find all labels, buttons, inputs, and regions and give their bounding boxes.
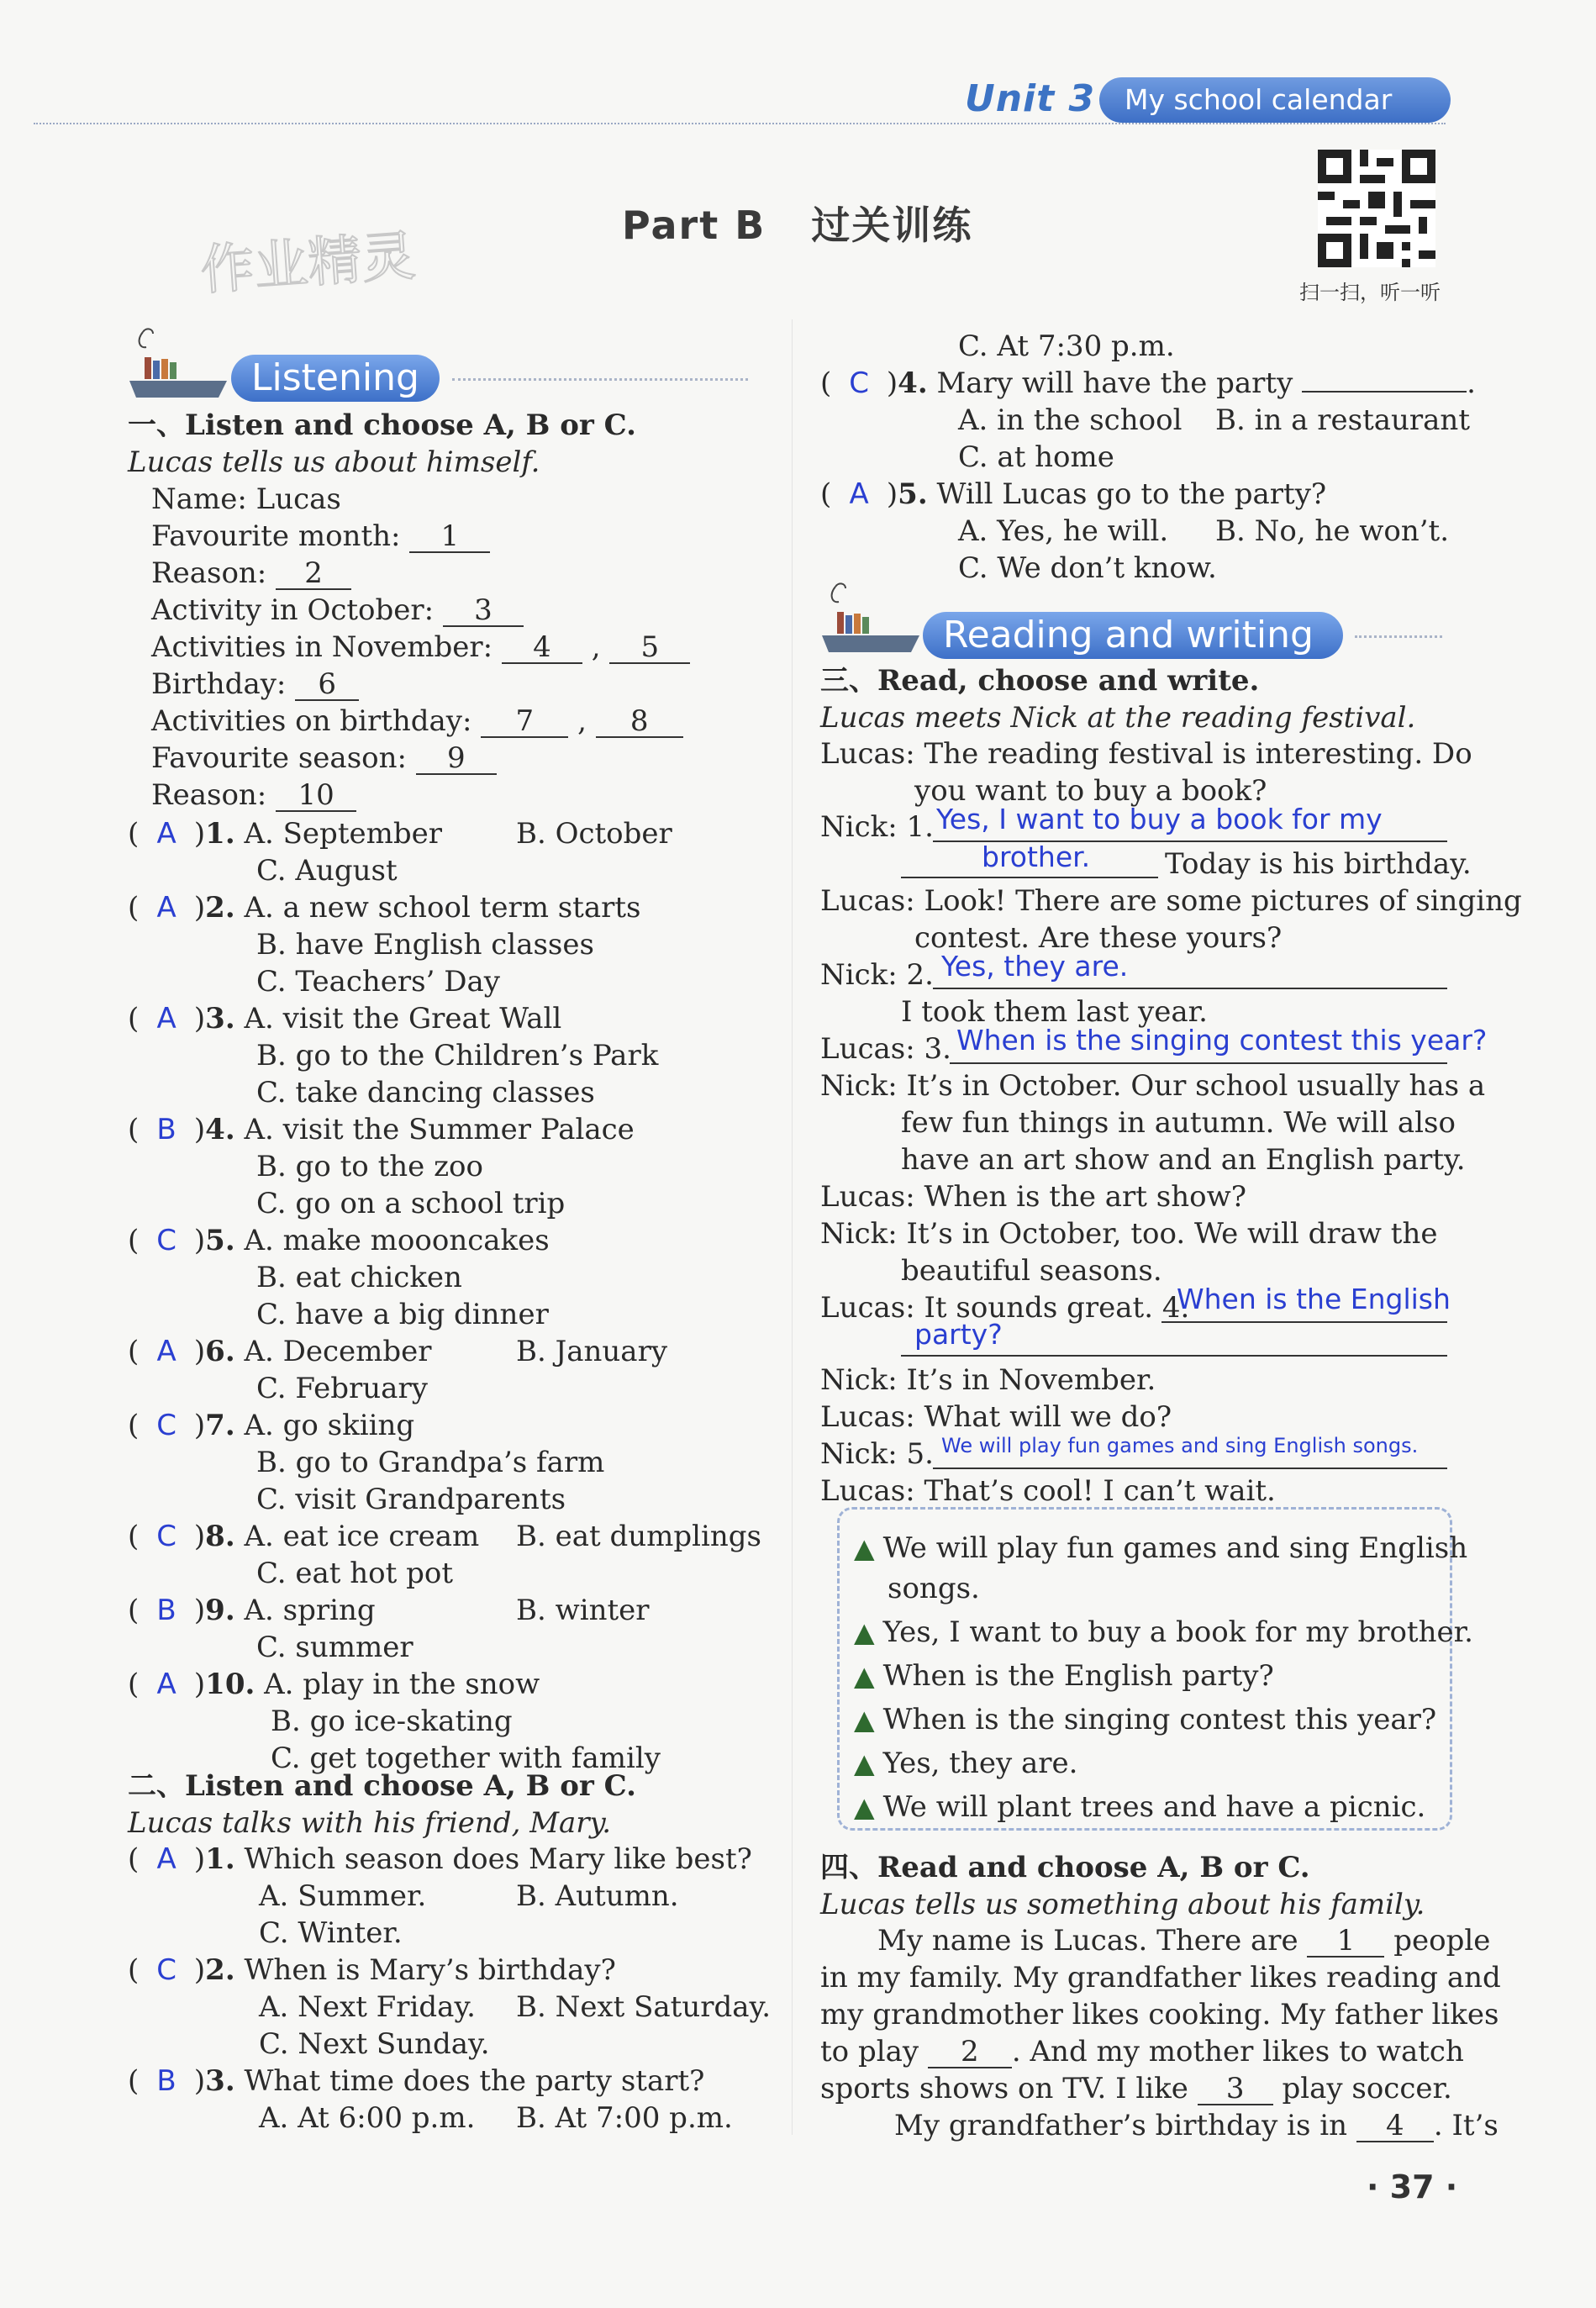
tree-icon: ▲ xyxy=(854,1616,875,1648)
option-c: C. At 7:30 p.m. xyxy=(958,329,1175,363)
option-text: We will plant trees and have a picnic. xyxy=(882,1790,1426,1824)
question-number: 2. xyxy=(205,891,235,925)
option-b: B. October xyxy=(516,817,672,851)
blank-3[interactable]: 3 xyxy=(1198,2074,1273,2105)
option-a: A. December xyxy=(244,1335,432,1368)
form-blank[interactable]: 4 xyxy=(502,632,582,664)
answer-choice[interactable]: A xyxy=(156,817,176,851)
option-item xyxy=(854,1614,1473,1651)
answer-choice[interactable]: B xyxy=(156,1113,176,1146)
option-text: Yes, they are. xyxy=(882,1747,1078,1780)
handwritten-answer-1b: brother. xyxy=(982,840,1091,873)
option-a: A. September xyxy=(244,817,442,851)
watermark: 作业精灵 xyxy=(198,225,418,303)
question-number: 4. xyxy=(205,1113,235,1146)
option-item xyxy=(854,1657,1274,1694)
option-a: A. Yes, he will. xyxy=(958,514,1169,548)
form-label: Birthday: xyxy=(151,667,287,701)
option-a: A. At 6:00 p.m. xyxy=(259,2101,476,2135)
passage-line: my grandmother likes cooking. My father likes xyxy=(820,1998,1499,2031)
passage-text: My name is Lucas. There are xyxy=(877,1924,1298,1958)
dialogue-line: Lucas: 3. xyxy=(820,1032,951,1066)
reading-tray-icon xyxy=(820,578,923,658)
page-number: · 37 · xyxy=(1367,2168,1458,2205)
passage-line xyxy=(877,1922,1490,1959)
header-rule xyxy=(34,123,1446,124)
option-a: A. a new school term starts xyxy=(244,891,641,925)
dialogue-line: Lucas: Look! There are some pictures of singing xyxy=(820,884,1522,918)
dialogue-line: Lucas: It sounds great. 4. xyxy=(820,1291,1190,1325)
tree-icon: ▲ xyxy=(854,1791,875,1823)
question-row: ( C )2. When is Mary’s birthday? xyxy=(128,1953,616,1987)
listening-badge: Listening xyxy=(231,355,440,402)
option-c: C. August xyxy=(256,854,398,888)
option-b: B. Next Saturday. xyxy=(516,1990,772,2024)
option-b: B. At 7:00 p.m. xyxy=(516,2101,733,2135)
form-row xyxy=(151,777,356,814)
dialogue-line: Nick: 1. xyxy=(820,810,934,844)
answer-blank-2 xyxy=(933,988,1447,989)
form-row: Activities in November: 4 , 5 xyxy=(151,629,690,666)
option-b: B. winter xyxy=(516,1594,650,1627)
option-b: B. go to the zoo xyxy=(256,1150,483,1183)
option-item xyxy=(854,1789,1425,1826)
passage-text: . It’s xyxy=(1433,2109,1499,2142)
question-row: ( A )1. A. September xyxy=(128,817,442,851)
dialogue-line: Today is his birthday. xyxy=(1165,847,1472,881)
answer-choice[interactable]: A xyxy=(156,1668,176,1701)
answer-blank-3 xyxy=(950,1062,1447,1064)
dialogue-line: I took them last year. xyxy=(901,995,1208,1029)
unit-title-pill: My school calendar xyxy=(1099,77,1451,123)
section4-intro: Lucas tells us something about his family. xyxy=(820,1888,1425,1921)
question-row: ( C )4. Mary will have the party . xyxy=(820,366,1476,400)
section1-heading: 一、Listen and choose A, B or C. xyxy=(128,408,636,442)
question-row: ( A )3. A. visit the Great Wall xyxy=(128,1002,562,1035)
form-label: Activity in October: xyxy=(151,593,435,627)
passage-text: sports shows on TV. I like xyxy=(820,2072,1188,2105)
question-row: ( A )5. Will Lucas go to the party? xyxy=(820,477,1327,511)
option-c: C. eat hot pot xyxy=(256,1557,454,1590)
unit-label: Unit 3 xyxy=(965,77,1096,120)
option-b: B. have English classes xyxy=(256,928,594,962)
option-b: B. Autumn. xyxy=(516,1879,679,1913)
tree-icon: ▲ xyxy=(854,1747,875,1779)
blank-1[interactable]: 1 xyxy=(1307,1926,1384,1958)
answer-blank-4 xyxy=(1161,1321,1447,1323)
option-a: A. Summer. xyxy=(259,1879,427,1913)
answer-choice[interactable]: C xyxy=(156,1409,176,1442)
answer-choice[interactable]: A xyxy=(156,1002,176,1035)
option-text: We will play fun games and sing English xyxy=(882,1531,1468,1565)
section2-heading: 二、Listen and choose A, B or C. xyxy=(128,1769,636,1803)
form-label: Activities on birthday: xyxy=(151,704,472,738)
option-c: C. visit Grandparents xyxy=(256,1483,566,1516)
option-item xyxy=(854,1701,1436,1738)
question-row: ( B )9. A. spring xyxy=(128,1594,376,1627)
handwritten-answer-1: Yes, I want to buy a book for my xyxy=(936,803,1383,835)
column-divider xyxy=(792,319,793,2135)
form-row xyxy=(151,592,524,629)
form-label: Reason: xyxy=(151,556,267,590)
dialogue-line: Lucas: That’s cool! I can’t wait. xyxy=(820,1474,1276,1508)
dialogue-line: few fun things in autumn. We will also xyxy=(901,1106,1456,1140)
section3-intro: Lucas meets Nick at the reading festival. xyxy=(820,701,1416,735)
form-row xyxy=(151,481,341,518)
question-text: Which season does Mary like best? xyxy=(244,1842,752,1876)
option-b: B. go to the Children’s Park xyxy=(256,1039,659,1072)
option-c: C. at home xyxy=(958,440,1114,474)
form-row xyxy=(151,518,490,555)
passage-line xyxy=(894,2107,1499,2144)
option-b: B. eat dumplings xyxy=(516,1520,761,1553)
option-a: A. visit the Great Wall xyxy=(244,1002,562,1035)
option-a: A. make moooncakes xyxy=(244,1224,550,1257)
question-text: Will Lucas go to the party? xyxy=(936,477,1327,511)
dialogue-line: contest. Are these yours? xyxy=(914,921,1283,955)
option-c: C. Winter. xyxy=(259,1916,403,1950)
form-blank[interactable]: 2 xyxy=(276,558,351,590)
option-a: A. eat ice cream xyxy=(244,1520,480,1553)
dialogue-line: you want to buy a book? xyxy=(914,774,1267,808)
form-blank[interactable]: 7 xyxy=(481,706,568,738)
passage-text: play soccer. xyxy=(1282,2072,1452,2105)
qr-code-icon[interactable] xyxy=(1318,150,1435,267)
dialogue-line: Lucas: When is the art show? xyxy=(820,1180,1246,1214)
dialogue-line: Nick: 5. xyxy=(820,1437,934,1471)
form-row xyxy=(151,740,497,777)
option-c: C. go on a school trip xyxy=(256,1187,566,1220)
question-number: 10. xyxy=(205,1668,255,1701)
section2-intro: Lucas talks with his friend, Mary. xyxy=(128,1806,612,1840)
handwritten-answer-4b: party? xyxy=(914,1318,1003,1351)
answer-choice[interactable]: C xyxy=(156,1953,176,1987)
passage-text: to play xyxy=(820,2035,919,2068)
form-blank[interactable]: 8 xyxy=(596,706,683,738)
passage-text: people xyxy=(1393,1924,1491,1958)
option-c: C. take dancing classes xyxy=(256,1076,595,1109)
passage-line xyxy=(820,2070,1452,2107)
question-row: ( A )1. Which season does Mary like best? xyxy=(128,1842,752,1876)
option-b: B. January xyxy=(516,1335,668,1368)
handwritten-answer-5: We will play fun games and sing English songs. xyxy=(941,1434,1419,1457)
option-a: A. play in the snow xyxy=(264,1668,540,1701)
form-blank[interactable]: 6 xyxy=(295,669,359,701)
badge-dots xyxy=(1355,635,1442,638)
passage-text: . And my mother likes to watch xyxy=(1011,2035,1464,2068)
question-row: ( A )10. A. play in the snow xyxy=(128,1668,540,1701)
option-c: C. Next Sunday. xyxy=(259,2027,490,2061)
answer-blank-4b xyxy=(901,1355,1447,1357)
question-number: 4. xyxy=(898,366,928,400)
dialogue-line: Nick: It’s in October, too. We will draw the xyxy=(820,1217,1438,1251)
question-number: 3. xyxy=(205,2064,235,2098)
question-number: 3. xyxy=(205,1002,235,1035)
form-label: Activities in November: xyxy=(151,630,493,664)
answer-choice[interactable]: A xyxy=(156,1335,176,1368)
question-number: 9. xyxy=(205,1594,235,1627)
form-blank[interactable]: 3 xyxy=(443,595,524,627)
dialogue-line: Nick: It’s in October. Our school usually has a xyxy=(820,1069,1486,1103)
question-number: 1. xyxy=(205,817,235,851)
option-a: A. visit the Summer Palace xyxy=(244,1113,635,1146)
option-c: C. We don’t know. xyxy=(958,551,1217,585)
form-label: Reason: xyxy=(151,778,267,812)
section3-heading: 三、Read, choose and write. xyxy=(820,664,1260,698)
section1-intro: Lucas tells us about himself. xyxy=(128,445,540,479)
option-b: B. go to Grandpa’s farm xyxy=(256,1446,605,1479)
option-a: A. in the school xyxy=(958,403,1183,437)
passage-text: My grandfather’s birthday is in xyxy=(894,2109,1348,2142)
blank-4[interactable]: 4 xyxy=(1356,2110,1434,2142)
section4-heading: 四、Read and choose A, B or C. xyxy=(820,1851,1310,1884)
answer-choice[interactable]: B xyxy=(156,2064,176,2098)
answer-choice[interactable]: A xyxy=(156,891,176,925)
answer-blank-1b xyxy=(901,877,1158,878)
question-number: 5. xyxy=(205,1224,235,1257)
option-c: C. summer xyxy=(256,1631,413,1664)
reading-writing-badge: Reading and writing xyxy=(923,612,1343,659)
tree-icon: ▲ xyxy=(854,1660,875,1692)
form-label: Name: Lucas xyxy=(151,482,341,516)
question-number: 6. xyxy=(205,1335,235,1368)
answer-choice[interactable]: B xyxy=(156,1594,176,1627)
option-b: B. go ice-skating xyxy=(271,1705,513,1738)
form-label: Favourite season: xyxy=(151,741,407,775)
question-row: ( C )5. A. make moooncakes xyxy=(128,1224,550,1257)
option-item xyxy=(854,1530,1467,1567)
form-blank[interactable]: 9 xyxy=(416,743,497,775)
badge-dots xyxy=(452,378,748,381)
option-c: C. get together with family xyxy=(271,1742,661,1775)
tree-icon: ▲ xyxy=(854,1532,875,1564)
question-number: 2. xyxy=(205,1953,235,1987)
question-number: 1. xyxy=(205,1842,235,1876)
option-text: When is the singing contest this year? xyxy=(882,1703,1437,1736)
option-b: B. No, he won’t. xyxy=(1215,514,1450,548)
option-text: When is the English party? xyxy=(882,1659,1274,1693)
form-row: Activities on birthday: 7 , 8 xyxy=(151,703,683,740)
answer-blank-5 xyxy=(933,1468,1447,1469)
dialogue-line: Nick: It’s in November. xyxy=(820,1363,1156,1397)
option-a: A. go skiing xyxy=(244,1409,415,1442)
question-row: ( A )2. A. a new school term starts xyxy=(128,891,641,925)
answer-choice[interactable]: C xyxy=(156,1520,176,1553)
question-number: 8. xyxy=(205,1520,235,1553)
qr-caption: 扫一扫，听一听 xyxy=(1299,281,1441,304)
form-row xyxy=(151,555,351,592)
question-row: ( C )8. A. eat ice cream xyxy=(128,1520,480,1553)
form-blank[interactable]: 10 xyxy=(276,780,356,812)
option-text: songs. xyxy=(888,1572,980,1605)
dialogue-line: beautiful seasons. xyxy=(901,1254,1162,1288)
page-title: Part B 过关训练 xyxy=(622,203,973,248)
question-row: ( B )4. A. visit the Summer Palace xyxy=(128,1113,635,1146)
question-row: ( C )7. A. go skiing xyxy=(128,1409,415,1442)
answer-choice[interactable]: A xyxy=(156,1842,176,1876)
question-text: When is Mary’s birthday? xyxy=(244,1953,616,1987)
answer-choice[interactable]: A xyxy=(849,477,869,511)
form-label: Favourite month: xyxy=(151,519,401,553)
answer-choice[interactable]: C xyxy=(156,1224,176,1257)
listening-tray-icon xyxy=(128,324,230,403)
blank-2[interactable]: 2 xyxy=(928,2037,1012,2068)
tree-icon: ▲ xyxy=(854,1704,875,1736)
option-item xyxy=(888,1570,980,1607)
option-text: Yes, I want to buy a book for my brother. xyxy=(882,1615,1473,1649)
question-text: What time does the party start? xyxy=(244,2064,705,2098)
handwritten-answer-3: When is the singing contest this year? xyxy=(956,1024,1488,1057)
option-a: A. Next Friday. xyxy=(259,1990,476,2024)
question-row: ( B )3. What time does the party start? xyxy=(128,2064,705,2098)
dialogue-line: Lucas: The reading festival is interesting. Do xyxy=(820,737,1472,771)
option-item xyxy=(854,1745,1077,1782)
passage-line: in my family. My grandfather likes reading and xyxy=(820,1961,1501,1994)
passage-line xyxy=(820,2033,1464,2070)
option-a: A. spring xyxy=(244,1594,376,1627)
option-c: C. have a big dinner xyxy=(256,1298,549,1331)
form-blank[interactable]: 5 xyxy=(609,632,690,664)
form-row xyxy=(151,666,359,703)
option-c: C. Teachers’ Day xyxy=(256,965,500,999)
question-number: 5. xyxy=(898,477,928,511)
handwritten-answer-2: Yes, they are. xyxy=(941,950,1129,983)
dialogue-line: Lucas: What will we do? xyxy=(820,1400,1172,1434)
option-b: B. in a restaurant xyxy=(1215,403,1470,437)
answer-choice[interactable]: C xyxy=(849,366,869,400)
dialogue-line: have an art show and an English party. xyxy=(901,1143,1466,1177)
question-number: 7. xyxy=(205,1409,235,1442)
option-c: C. February xyxy=(256,1372,428,1405)
dialogue-line: Nick: 2. xyxy=(820,958,934,992)
question-blank[interactable] xyxy=(1302,391,1467,393)
question-row: ( A )6. A. December xyxy=(128,1335,432,1368)
question-text: Mary will have the party xyxy=(936,366,1293,400)
form-blank[interactable]: 1 xyxy=(409,521,490,553)
handwritten-answer-4: When is the English xyxy=(1177,1283,1451,1315)
option-b: B. eat chicken xyxy=(256,1261,462,1294)
